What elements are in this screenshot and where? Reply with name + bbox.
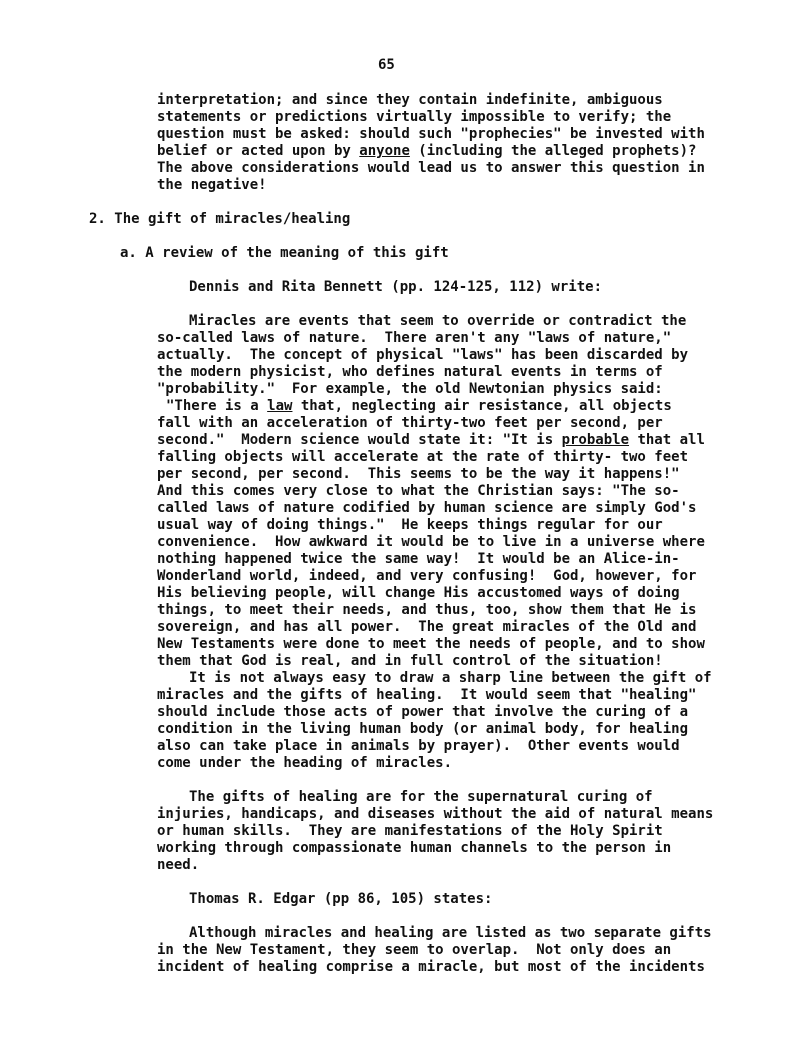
text-run: second." Modern science would state it: "It is bbox=[157, 432, 562, 448]
citation-intro: Dennis and Rita Bennett (pp. 124-125, 112) write: bbox=[189, 279, 603, 295]
quote-line: Although miracles and healing are listed as two separate gifts bbox=[189, 925, 712, 941]
quote-line: them that God is real, and in full control of the situation! bbox=[157, 653, 663, 669]
paragraph-line: question must be asked: should such "prophecies" be invested with bbox=[157, 126, 705, 142]
quote-line: convenience. How awkward it would be to live in a universe where bbox=[157, 534, 705, 550]
text-run: that, neglecting air resistance, all objects bbox=[292, 398, 672, 414]
quote-line: things, to meet their needs, and thus, too, show them that He is bbox=[157, 602, 697, 618]
text-run: (including the alleged prophets)? bbox=[409, 143, 697, 159]
paragraph-line bbox=[157, 143, 696, 160]
quote-line: sovereign, and has all power. The great miracles of the Old and bbox=[157, 619, 697, 635]
text-run: belief or acted upon by bbox=[157, 143, 360, 159]
quote-line: And this comes very close to what the Christian says: "The so- bbox=[157, 483, 680, 499]
quote-line: injuries, handicaps, and diseases without the aid of natural means bbox=[157, 806, 714, 822]
quote-line: nothing happened twice the same way! It would be an Alice-in- bbox=[157, 551, 680, 567]
page-number: 65 bbox=[378, 57, 395, 73]
quote-line: also can take place in animals by prayer). Other events would bbox=[157, 738, 680, 754]
paragraph-line: the negative! bbox=[157, 177, 267, 193]
quote-line bbox=[157, 432, 705, 449]
section-heading-2: 2. The gift of miracles/healing bbox=[89, 211, 351, 227]
quote-line: actually. The concept of physical "laws" has been discarded by bbox=[157, 347, 689, 363]
paragraph-line: interpretation; and since they contain indefinite, ambiguous bbox=[157, 92, 663, 108]
quote-line: His believing people, will change His accustomed ways of doing bbox=[157, 585, 680, 601]
quote-line: so-called laws of nature. There aren't any "laws of nature," bbox=[157, 330, 672, 346]
quote-line: per second, per second. This seems to be the way it happens!" bbox=[157, 466, 680, 482]
text-run: that all bbox=[629, 432, 705, 448]
underlined-word: law bbox=[267, 398, 293, 414]
quote-line bbox=[166, 398, 672, 415]
quote-line: Miracles are events that seem to override or contradict the bbox=[189, 313, 687, 329]
quote-line: New Testaments were done to meet the needs of people, and to show bbox=[157, 636, 705, 652]
quote-line: in the New Testament, they seem to overlap. Not only does an bbox=[157, 942, 672, 958]
quote-line: Wonderland world, indeed, and very confusing! God, however, for bbox=[157, 568, 697, 584]
quote-line: usual way of doing things." He keeps things regular for our bbox=[157, 517, 663, 533]
paragraph-line: statements or predictions virtually impossible to verify; the bbox=[157, 109, 672, 125]
quote-line: falling objects will accelerate at the rate of thirty- two feet bbox=[157, 449, 689, 465]
quote-line: fall with an acceleration of thirty-two feet per second, per bbox=[157, 415, 663, 431]
underlined-word: anyone bbox=[359, 143, 410, 159]
quote-line: need. bbox=[157, 857, 200, 873]
quote-line: working through compassionate human channels to the person in bbox=[157, 840, 672, 856]
quote-line: come under the heading of miracles. bbox=[157, 755, 453, 771]
text-run: "There is a bbox=[166, 398, 268, 414]
quote-line: miracles and the gifts of healing. It would seem that "healing" bbox=[157, 687, 697, 703]
quote-line: "probability." For example, the old Newtonian physics said: bbox=[157, 381, 663, 397]
quote-line: the modern physicist, who defines natural events in terms of bbox=[157, 364, 663, 380]
citation-intro: Thomas R. Edgar (pp 86, 105) states: bbox=[189, 891, 493, 907]
quote-line: incident of healing comprise a miracle, but most of the incidents bbox=[157, 959, 705, 975]
quote-line: called laws of nature codified by human science are simply God's bbox=[157, 500, 697, 516]
quote-line: The gifts of healing are for the supernatural curing of bbox=[189, 789, 653, 805]
underlined-word: probable bbox=[561, 432, 630, 448]
quote-line: or human skills. They are manifestations of the Holy Spirit bbox=[157, 823, 663, 839]
paragraph-line: The above considerations would lead us to answer this question in bbox=[157, 160, 705, 176]
quote-line: It is not always easy to draw a sharp line between the gift of bbox=[189, 670, 712, 686]
subsection-heading-a: a. A review of the meaning of this gift bbox=[120, 245, 449, 261]
quote-line: should include those acts of power that involve the curing of a bbox=[157, 704, 689, 720]
quote-line: condition in the living human body (or animal body, for healing bbox=[157, 721, 689, 737]
